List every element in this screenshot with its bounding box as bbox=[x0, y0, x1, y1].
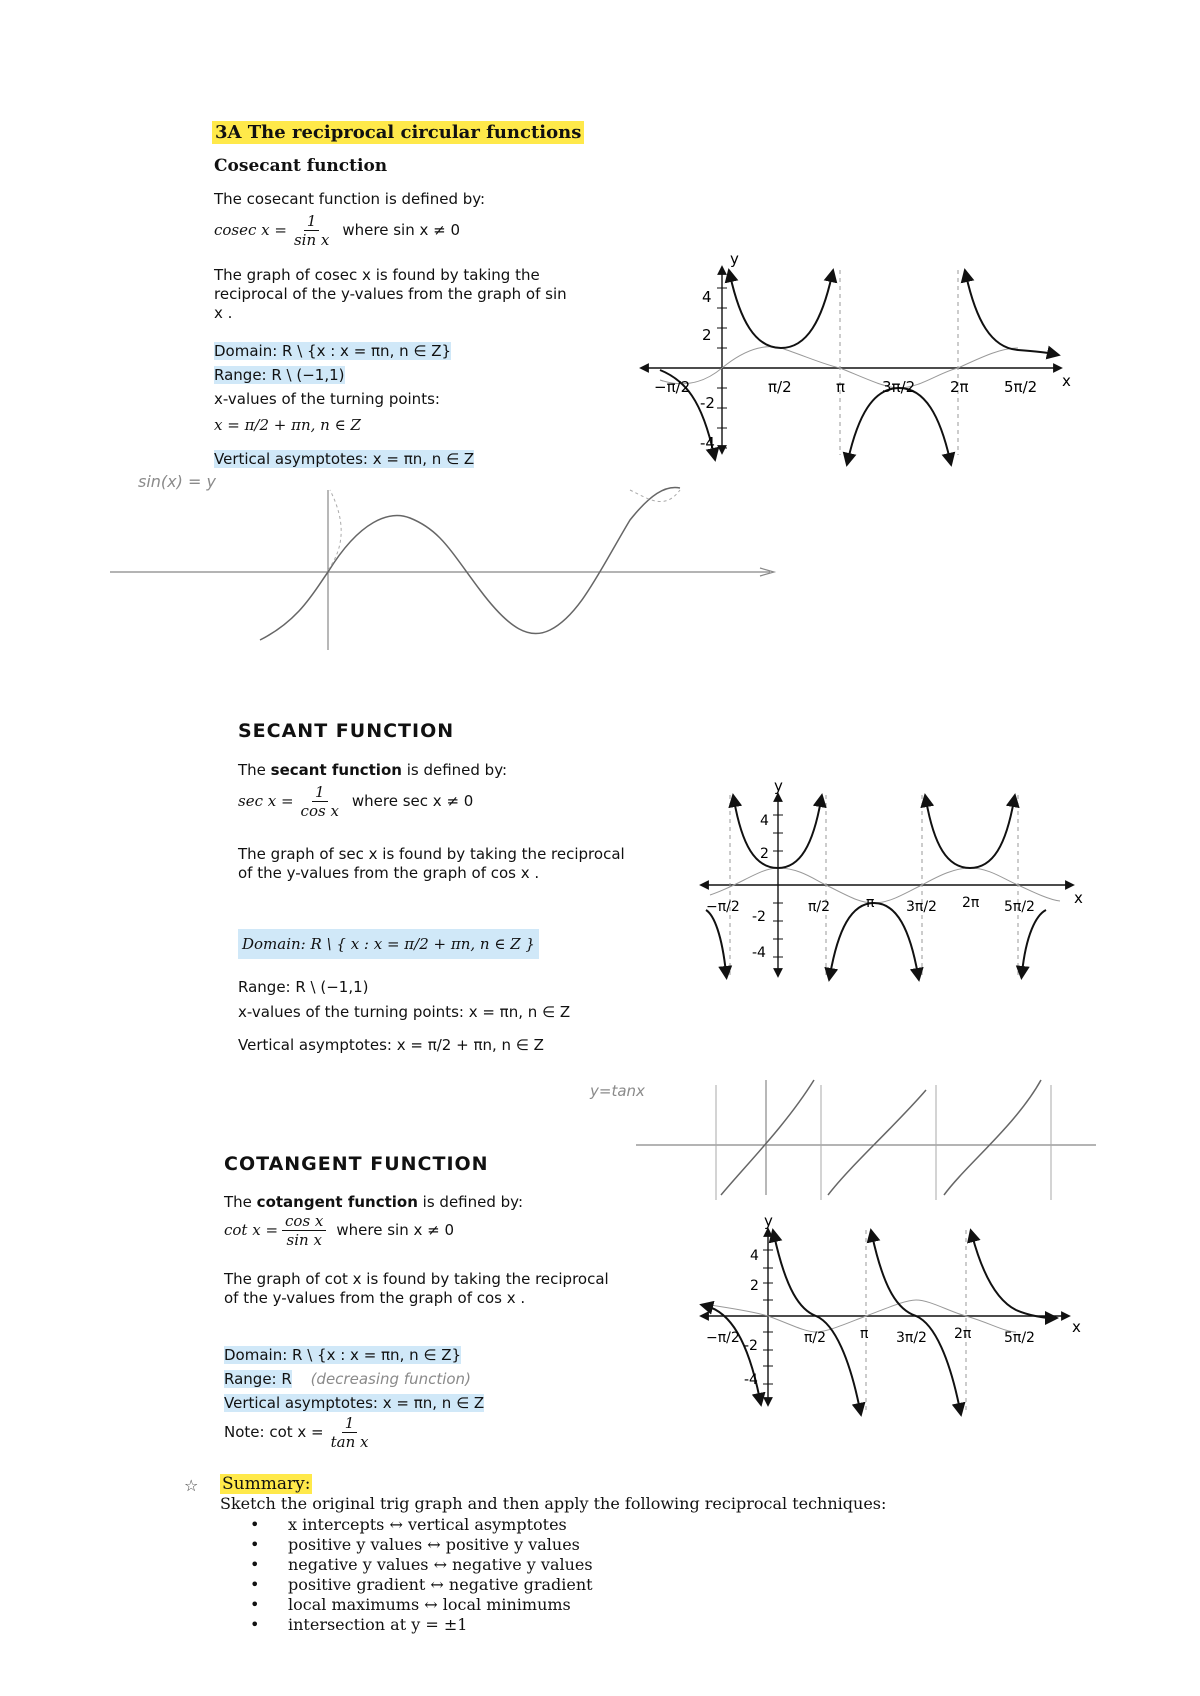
summary-intro: Sketch the original trig graph and then apply the following reciprocal techniques: bbox=[220, 1494, 887, 1513]
secant-fraction bbox=[298, 783, 342, 820]
cosecant-lhs: cosec x = bbox=[214, 221, 287, 239]
cotangent-tick-neg4: -4 bbox=[744, 1372, 758, 1388]
secant-y-label: y bbox=[774, 777, 783, 795]
sketch-cosec-dashed bbox=[328, 490, 341, 570]
secant-numerator: 1 bbox=[312, 783, 328, 802]
secant-tick-3pi-2: 3π/2 bbox=[906, 899, 937, 915]
secant-title: SECANT FUNCTION bbox=[238, 720, 455, 742]
cosecant-tick-3pi-2: 3π/2 bbox=[882, 378, 916, 396]
summary-label: Summary: bbox=[222, 1474, 311, 1494]
secant-intro: The secant function is defined by: bbox=[238, 761, 508, 779]
cosecant-fraction bbox=[291, 212, 332, 249]
handwritten-sin-note: sin(x) = y bbox=[138, 472, 216, 491]
secant-definition bbox=[238, 783, 473, 820]
summary-list bbox=[238, 1515, 938, 1635]
cotangent-graph-text: The graph of cot x is found by taking the reciprocal of the y-values from the graph of cos x . bbox=[224, 1270, 609, 1307]
cotangent-tick-2: 2 bbox=[750, 1278, 759, 1294]
secant-x-label: x bbox=[1074, 889, 1083, 907]
cotangent-tick-4: 4 bbox=[750, 1248, 759, 1264]
cosecant-turning-label: x-values of the turning points: bbox=[214, 390, 440, 408]
tan-sketch-branch-2 bbox=[828, 1090, 926, 1195]
secant-tick-4: 4 bbox=[760, 813, 769, 829]
cosecant-graph bbox=[640, 250, 1070, 470]
secant-tick-neg4: -4 bbox=[752, 945, 766, 961]
cosecant-numerator: 1 bbox=[304, 212, 320, 231]
cosecant-tick-5pi-2: 5π/2 bbox=[1004, 378, 1038, 396]
tan-sketch-branch-3 bbox=[944, 1080, 1041, 1195]
secant-denominator: cos x bbox=[300, 802, 339, 820]
cosecant-y-label: y bbox=[730, 250, 739, 268]
summary-item: • positive gradient ↔ negative gradient bbox=[238, 1575, 938, 1595]
secant-graph bbox=[700, 775, 1090, 990]
cotangent-tick-pi: π bbox=[860, 1326, 869, 1342]
cosecant-turning: x = π/2 + πn, n ∈ Z bbox=[214, 416, 361, 434]
handwritten-sine-sketch bbox=[110, 480, 790, 670]
cosecant-subtitle: Cosecant function bbox=[214, 156, 388, 176]
cotangent-domain: Domain: R \ {x : x = πn, n ∈ Z} bbox=[224, 1346, 462, 1364]
cosecant-tick-neg-pi-2: −π/2 bbox=[654, 378, 691, 396]
secant-branch-0 bbox=[706, 910, 726, 973]
cosecant-denominator: sin x bbox=[293, 231, 330, 249]
secant-branch-3 bbox=[926, 800, 1014, 868]
cosecant-tick-2pi: 2π bbox=[950, 378, 969, 396]
cotangent-branch-1 bbox=[774, 1235, 860, 1410]
secant-tick-pi: π bbox=[866, 895, 875, 911]
cotangent-branch-3 bbox=[972, 1235, 1052, 1318]
cosecant-x-label: x bbox=[1062, 372, 1071, 390]
cosecant-branch-1 bbox=[730, 275, 832, 348]
cotangent-title: COTANGENT FUNCTION bbox=[224, 1153, 489, 1175]
cotangent-definition bbox=[224, 1212, 454, 1249]
cotangent-fraction bbox=[282, 1212, 326, 1249]
secant-lhs: sec x = bbox=[238, 792, 294, 810]
cotangent-tick-3pi-2: 3π/2 bbox=[896, 1330, 927, 1346]
cosecant-tick-neg2: -2 bbox=[700, 394, 715, 412]
cosecant-asymptotes: Vertical asymptotes: x = πn, n ∈ Z bbox=[214, 450, 475, 468]
cotangent-tick-2pi: 2π bbox=[954, 1326, 972, 1342]
summary-item: • positive y values ↔ positive y values bbox=[238, 1535, 938, 1555]
cotangent-tick-pi-2: π/2 bbox=[804, 1330, 827, 1346]
page-title: 3A The reciprocal circular functions bbox=[212, 122, 584, 143]
cotangent-y-label: y bbox=[764, 1212, 773, 1230]
secant-tick-5pi-2: 5π/2 bbox=[1004, 899, 1035, 915]
secant-range: Range: R \ (−1,1) bbox=[238, 978, 369, 996]
cotangent-x-label: x bbox=[1072, 1318, 1081, 1336]
cosecant-branch-2 bbox=[848, 388, 950, 460]
sketch-sine-curve bbox=[260, 487, 680, 640]
secant-graph-text: The graph of sec x is found by taking the reciprocal of the y-values from the graph of cos x . bbox=[238, 845, 625, 882]
cotangent-tick-neg2: -2 bbox=[744, 1338, 758, 1354]
secant-tick-neg2: -2 bbox=[752, 909, 766, 925]
summary-item: • local maximums ↔ local minimums bbox=[238, 1595, 938, 1615]
cosecant-condition: where sin x ≠ 0 bbox=[342, 221, 460, 239]
cosecant-intro: The cosecant function is defined by: bbox=[214, 190, 486, 208]
secant-turning: x-values of the turning points: x = πn, n ∈ Z bbox=[238, 1003, 571, 1021]
cotangent-numerator: cos x bbox=[282, 1212, 326, 1231]
cotangent-range-note: (decreasing function) bbox=[310, 1370, 471, 1388]
cotangent-tick-5pi-2: 5π/2 bbox=[1004, 1330, 1035, 1346]
cosecant-tick-neg4: -4 bbox=[700, 434, 715, 452]
cosecant-tick-pi: π bbox=[836, 378, 846, 396]
handwritten-tan-sketch bbox=[636, 1075, 1106, 1205]
secant-asymptotes: Vertical asymptotes: x = π/2 + πn, n ∈ Z bbox=[238, 1036, 544, 1054]
cotangent-denominator: sin x bbox=[286, 1231, 322, 1249]
secant-tick-2pi: 2π bbox=[962, 895, 980, 911]
cotangent-note-fraction: $\frac{1}{\text{tan x}}$ bbox=[330, 1414, 369, 1451]
secant-tick-pi-2: π/2 bbox=[808, 899, 831, 915]
sketch-cosec-dashed-2 bbox=[630, 490, 680, 502]
cotangent-condition: where sin x ≠ 0 bbox=[336, 1221, 455, 1239]
secant-domain: Domain: R \ { x : x = π/2 + πn, n ∈ Z } bbox=[238, 935, 539, 954]
secant-condition: where sec x ≠ 0 bbox=[351, 792, 474, 810]
cotangent-tick-neg-pi-2: −π/2 bbox=[706, 1330, 740, 1346]
cotangent-graph bbox=[700, 1210, 1090, 1420]
cotangent-note: Note: cot x = $\frac{1}{\text{tan x}}$ bbox=[224, 1414, 375, 1451]
tan-sketch-branch-1 bbox=[721, 1080, 814, 1195]
cosecant-tick-pi-2: π/2 bbox=[768, 378, 792, 396]
cosecant-tick-2: 2 bbox=[702, 326, 712, 344]
cotangent-branch-2 bbox=[872, 1235, 960, 1410]
cosecant-graph-text: The graph of cosec x is found by taking the reciprocal of the y-values from the graph of sin x . bbox=[214, 266, 567, 322]
summary-star-icon: ☆ bbox=[184, 1476, 199, 1495]
summary-item: • x intercepts ↔ vertical asymptotes bbox=[238, 1515, 938, 1535]
cosecant-tick-4: 4 bbox=[702, 288, 712, 306]
secant-branch-2 bbox=[830, 903, 918, 975]
cosecant-range: Range: R \ (−1,1) bbox=[214, 366, 345, 384]
secant-tick-neg-pi-2: −π/2 bbox=[706, 899, 740, 915]
handwritten-tan-note: y=tanx bbox=[590, 1082, 645, 1100]
cotangent-intro: The cotangent function is defined by: bbox=[224, 1193, 524, 1211]
secant-branch-4 bbox=[1022, 910, 1046, 973]
cosecant-domain: Domain: R \ {x : x = πn, n ∈ Z} bbox=[214, 342, 452, 360]
summary-item: • negative y values ↔ negative y values bbox=[238, 1555, 938, 1575]
cosecant-branch-3 bbox=[966, 275, 1054, 354]
cotangent-range: Range: R (decreasing function) bbox=[224, 1370, 471, 1388]
secant-tick-2: 2 bbox=[760, 846, 769, 862]
cotangent-asymptotes: Vertical asymptotes: x = πn, n ∈ Z bbox=[224, 1394, 485, 1412]
summary-item: • intersection at y = ±1 bbox=[238, 1615, 938, 1635]
cosecant-definition bbox=[214, 212, 460, 249]
cotangent-lhs: cot x = bbox=[224, 1221, 279, 1239]
